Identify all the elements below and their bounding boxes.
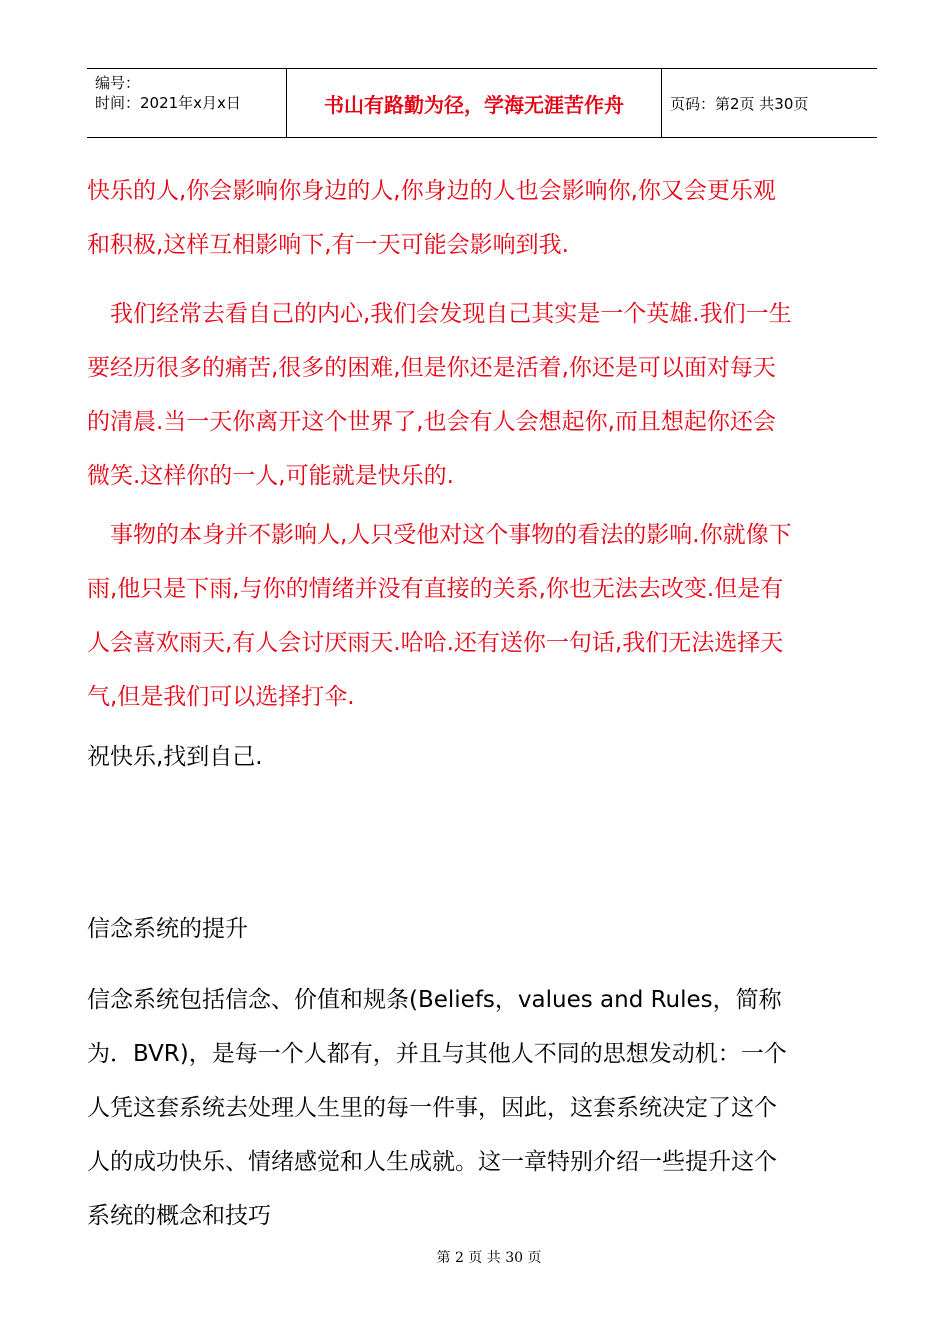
- text-line: 快乐的人,你会影响你身边的人,你身边的人也会影响你,你又会更乐观: [87, 178, 776, 204]
- paragraph-3: [87, 508, 887, 724]
- page-header: [87, 68, 877, 138]
- paragraph-2: [87, 287, 887, 503]
- paragraph-1: [87, 164, 887, 272]
- page-footer: 第 2 页 共 30 页: [436, 1250, 542, 1266]
- text-line: 系统的概念和技巧: [87, 1203, 271, 1229]
- closing-line: 祝快乐,找到自己.: [87, 744, 263, 770]
- text-line: 我们经常去看自己的内心,我们会发现自己其实是一个英雄.我们一生: [87, 301, 792, 327]
- header-motto: 书山有路勤为径，学海无涯苦作舟: [287, 69, 662, 137]
- document-date: 时间：2021年x月x日: [95, 94, 241, 112]
- text-line: 要经历很多的痛苦,很多的困难,但是你还是活着,你还是可以面对每天: [87, 355, 776, 381]
- text-line: 的清晨.当一天你离开这个世界了,也会有人会想起你,而且想起你还会: [87, 409, 776, 435]
- text-line: 人会喜欢雨天,有人会讨厌雨天.哈哈.还有送你一句话,我们无法选择天: [87, 630, 784, 656]
- document-number: 编号：: [95, 74, 141, 92]
- section-title: 信念系统的提升: [87, 916, 248, 942]
- text-line: 微笑.这样你的一人,可能就是快乐的.: [87, 463, 454, 489]
- text-line: 人凭这套系统去处理人生里的每一件事，因此，这套系统决定了这个: [87, 1095, 777, 1121]
- text-line: 雨,他只是下雨,与你的情绪并没有直接的关系,你也无法去改变.但是有: [87, 576, 784, 602]
- text-line: 信念系统包括信念、价值和规条(Beliefs，values and Rules，简称: [87, 987, 782, 1013]
- body-paragraph: [87, 973, 887, 1243]
- text-line: 和积极,这样互相影响下,有一天可能会影响到我.: [87, 232, 569, 258]
- text-line: 气,但是我们可以选择打伞.: [87, 684, 355, 710]
- header-page-number: 页码：第2页 共30页: [670, 94, 809, 113]
- header-info: [87, 69, 287, 137]
- text-line: 人的成功快乐、情绪感觉和人生成就。这一章特别介绍一些提升这个: [87, 1149, 777, 1175]
- text-line: 事物的本身并不影响人,人只受他对这个事物的看法的影响.你就像下: [87, 522, 792, 548]
- text-line: 为．BVR)，是每一个人都有，并且与其他人不同的思想发动机：一个: [87, 1041, 787, 1067]
